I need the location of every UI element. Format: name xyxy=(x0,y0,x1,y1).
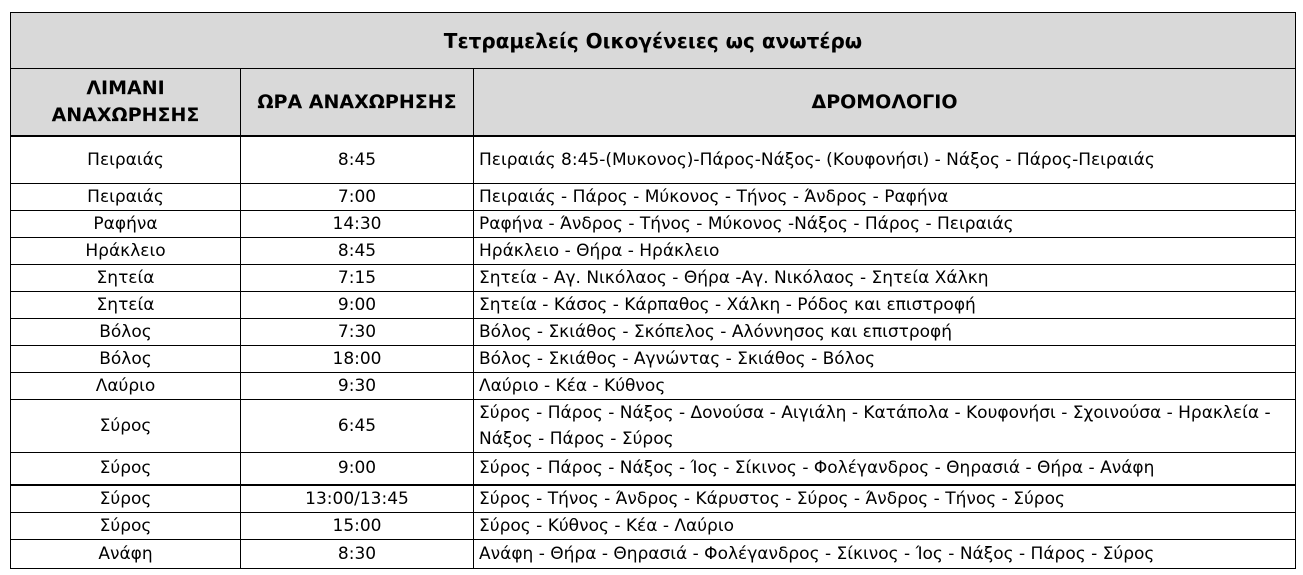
route-cell: Σητεία - Αγ. Νικόλαος - Θήρα -Αγ. Νικόλαος - Σητεία Χάλκη xyxy=(474,264,1296,291)
table-row xyxy=(11,136,1296,183)
header-row xyxy=(11,69,1296,137)
title-row xyxy=(11,13,1296,69)
time-cell: 13:00/13:45 xyxy=(241,485,474,513)
table-row xyxy=(11,452,1296,485)
route-cell: Πειραιάς - Πάρος - Μύκονος - Τήνος - Άνδρος - Ραφήνα xyxy=(474,183,1296,210)
table-title: Τετραμελείς Οικογένειες ως ανωτέρω xyxy=(11,13,1296,69)
table-row xyxy=(11,540,1296,569)
header-port: ΛΙΜΑΝΙ ΑΝΑΧΩΡΗΣΗΣ xyxy=(11,69,241,137)
table-row xyxy=(11,399,1296,452)
table-row xyxy=(11,485,1296,513)
port-cell: Βόλος xyxy=(11,345,241,372)
time-cell: 7:00 xyxy=(241,183,474,210)
route-cell: Ραφήνα - Άνδρος - Τήνος - Μύκονος -Νάξος - Πάρος - Πειραιάς xyxy=(474,210,1296,237)
port-cell: Πειραιάς xyxy=(11,183,241,210)
table-row xyxy=(11,291,1296,318)
table-row xyxy=(11,264,1296,291)
header-route: ΔΡΟΜΟΛΟΓΙΟ xyxy=(474,69,1296,137)
table-row xyxy=(11,318,1296,345)
table-row xyxy=(11,372,1296,399)
time-cell: 9:00 xyxy=(241,291,474,318)
port-cell: Σητεία xyxy=(11,291,241,318)
port-cell: Λαύριο xyxy=(11,372,241,399)
time-cell: 6:45 xyxy=(241,399,474,452)
port-cell: Ηράκλειο xyxy=(11,237,241,264)
route-cell: Βόλος - Σκιάθος - Σκόπελος - Αλόννησος και επιστροφή xyxy=(474,318,1296,345)
port-cell: Σύρος xyxy=(11,399,241,452)
route-cell: Σύρος - Πάρος - Νάξος - Ίος - Σίκινος - Φολέγανδρος - Θηρασιά - Θήρα - Ανάφη xyxy=(474,452,1296,485)
time-cell: 18:00 xyxy=(241,345,474,372)
time-cell: 8:45 xyxy=(241,237,474,264)
route-cell: Σύρος - Τήνος - Άνδρος - Κάρυστος - Σύρος - Άνδρος - Τήνος - Σύρος xyxy=(474,485,1296,513)
table-row xyxy=(11,237,1296,264)
time-cell: 9:00 xyxy=(241,452,474,485)
time-cell: 14:30 xyxy=(241,210,474,237)
port-cell: Σύρος xyxy=(11,485,241,513)
port-cell: Σύρος xyxy=(11,452,241,485)
table-row xyxy=(11,183,1296,210)
time-cell: 15:00 xyxy=(241,513,474,540)
port-cell: Βόλος xyxy=(11,318,241,345)
route-cell: Πειραιάς 8:45-(Μυκονος)-Πάρος-Νάξος- (Κουφονήσι) - Νάξος - Πάρος-Πειραιάς xyxy=(474,136,1296,183)
port-cell: Σητεία xyxy=(11,264,241,291)
route-cell: Ηράκλειο - Θήρα - Ηράκλειο xyxy=(474,237,1296,264)
time-cell: 8:30 xyxy=(241,540,474,569)
table-row xyxy=(11,210,1296,237)
time-cell: 9:30 xyxy=(241,372,474,399)
table-row xyxy=(11,345,1296,372)
schedule-table xyxy=(10,12,1296,569)
route-cell: Λαύριο - Κέα - Κύθνος xyxy=(474,372,1296,399)
route-cell: Ανάφη - Θήρα - Θηρασιά - Φολέγανδρος - Σίκινος - Ίος - Νάξος - Πάρος - Σύρος xyxy=(474,540,1296,569)
time-cell: 7:30 xyxy=(241,318,474,345)
table-row xyxy=(11,513,1296,540)
time-cell: 8:45 xyxy=(241,136,474,183)
route-cell: Σητεία - Κάσος - Κάρπαθος - Χάλκη - Ρόδος και επιστροφή xyxy=(474,291,1296,318)
port-cell: Πειραιάς xyxy=(11,136,241,183)
route-cell: Σύρος - Πάρος - Νάξος - Δονούσα - Αιγιάλη - Κατάπολα - Κουφονήσι - Σχοινούσα - Ηρακλεία - Νάξος - Πάρος - Σύρος xyxy=(474,399,1296,452)
route-cell: Σύρος - Κύθνος - Κέα - Λαύριο xyxy=(474,513,1296,540)
port-cell: Ανάφη xyxy=(11,540,241,569)
route-cell: Βόλος - Σκιάθος - Αγνώντας - Σκιάθος - Βόλος xyxy=(474,345,1296,372)
port-cell: Ραφήνα xyxy=(11,210,241,237)
header-time: ΩΡΑ ΑΝΑΧΩΡΗΣΗΣ xyxy=(241,69,474,137)
port-cell: Σύρος xyxy=(11,513,241,540)
time-cell: 7:15 xyxy=(241,264,474,291)
